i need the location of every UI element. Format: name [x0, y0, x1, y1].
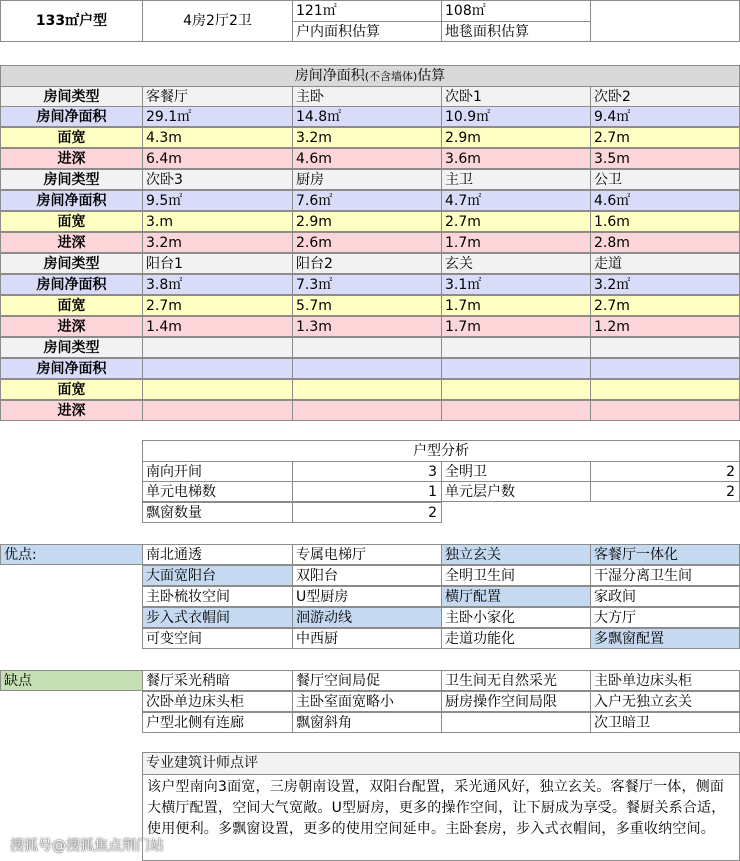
row-label-room-depth: 进深 [0, 316, 143, 337]
room-width-cell: 1.6m [590, 211, 740, 232]
pros-item: 多飘窗配置 [590, 628, 740, 649]
row-label-room-area: 房间净面积 [0, 358, 143, 379]
room-area-cell [292, 358, 442, 379]
pros-item: 可变空间 [142, 628, 293, 649]
cons-item: 餐厅采光稍暗 [142, 670, 293, 691]
indoor-area-label: 户内面积估算 [292, 21, 442, 42]
room-width-cell: 3.2m [292, 127, 442, 148]
room-type-cell: 次卧3 [142, 169, 293, 190]
bright-bath-label: 全明卫 [441, 461, 591, 482]
review-text: 该户型南向3面宽，三房朝南设置，双阳台配置，采光通风好，独立玄关。客餐厅一体，侧面大横厅配置，空间大气宽敞。U型厨房，更多的操作空间，让下厨成为享受。餐厨关系合适，使用便利。多飘窗设置，更多的使用空间延申。主卧套房，步入式衣帽间，多重收纳空间。 [142, 774, 740, 861]
cons-item: 入户无独立玄关 [590, 691, 740, 712]
room-width-cell [292, 379, 442, 400]
cons-item: 户型北侧有连廊 [142, 712, 293, 733]
room-depth-cell: 1.2m [590, 316, 740, 337]
cons-item: 厨房操作空间局限 [441, 691, 591, 712]
room-type-cell [441, 337, 591, 358]
room-area-cell: 7.3㎡ [292, 274, 442, 295]
row-label-room-type: 房间类型 [0, 169, 143, 190]
cons-item: 次卧单边床头柜 [142, 691, 293, 712]
room-width-cell [590, 379, 740, 400]
room-area-cell [590, 358, 740, 379]
indoor-area-value: 121㎡ [292, 0, 442, 22]
room-width-cell: 2.7m [590, 295, 740, 316]
room-width-cell: 3.m [142, 211, 293, 232]
cons-item: 主卧单边床头柜 [590, 670, 740, 691]
room-type-cell: 厨房 [292, 169, 442, 190]
room-width-cell: 2.9m [441, 127, 591, 148]
units-per-floor-value: 2 [590, 481, 740, 502]
room-type-cell: 次卧2 [590, 86, 740, 107]
room-depth-cell [441, 400, 591, 421]
net-area-title-main: 房间净面积 [294, 68, 365, 84]
room-type-cell: 阳台1 [142, 253, 293, 274]
room-depth-cell: 1.7m [441, 316, 591, 337]
room-width-cell: 1.7m [441, 295, 591, 316]
pros-item: 双阳台 [292, 565, 442, 586]
row-label-room-width: 面宽 [0, 211, 143, 232]
room-area-cell: 7.6㎡ [292, 190, 442, 211]
unit-layout: 4房2厅2卫 [142, 0, 293, 42]
row-label-room-area: 房间净面积 [0, 274, 143, 295]
room-depth-cell [590, 400, 740, 421]
room-depth-cell: 1.3m [292, 316, 442, 337]
room-width-cell [142, 379, 293, 400]
room-type-cell: 公卫 [590, 169, 740, 190]
carpet-area-value: 108㎡ [441, 0, 591, 22]
cons-item: 主卧室面宽略小 [292, 691, 442, 712]
unit-title: 133㎡户型 [0, 0, 143, 42]
room-depth-cell: 3.5m [590, 148, 740, 169]
room-type-cell: 主卫 [441, 169, 591, 190]
pros-item: 独立玄关 [441, 544, 591, 565]
bay-window-label: 飘窗数量 [142, 502, 293, 523]
row-label-room-depth: 进深 [0, 232, 143, 253]
room-type-cell: 走道 [590, 253, 740, 274]
row-label-room-width: 面宽 [0, 379, 143, 400]
pros-item: 南北通透 [142, 544, 293, 565]
room-width-cell: 4.3m [142, 127, 293, 148]
net-area-title-suffix: 估算 [417, 68, 446, 84]
room-depth-cell: 3.2m [142, 232, 293, 253]
cons-item: 卫生间无自然采光 [441, 670, 591, 691]
room-type-cell [142, 337, 293, 358]
cons-label: 缺点 [0, 670, 143, 691]
room-area-cell: 29.1㎡ [142, 106, 293, 127]
room-area-cell: 9.5㎡ [142, 190, 293, 211]
room-depth-cell: 1.7m [441, 232, 591, 253]
room-width-cell [441, 379, 591, 400]
pros-item: 横厅配置 [441, 586, 591, 607]
room-type-cell [292, 337, 442, 358]
room-depth-cell: 2.6m [292, 232, 442, 253]
room-type-cell: 玄关 [441, 253, 591, 274]
room-width-cell: 5.7m [292, 295, 442, 316]
cons-item: 次卫暗卫 [590, 712, 740, 733]
watermark: 搜狐号@搜狐焦点荆门站 [10, 838, 164, 854]
carpet-area-label: 地毯面积估算 [441, 21, 591, 42]
room-depth-cell: 6.4m [142, 148, 293, 169]
room-area-cell [441, 358, 591, 379]
bay-window-value: 2 [292, 502, 442, 523]
room-area-cell: 14.8㎡ [292, 106, 442, 127]
elevator-count-value: 1 [292, 481, 442, 502]
room-area-cell: 3.2㎡ [590, 274, 740, 295]
row-label-room-width: 面宽 [0, 127, 143, 148]
pros-item: 专属电梯厅 [292, 544, 442, 565]
pros-item: 大方厅 [590, 607, 740, 628]
room-depth-cell [142, 400, 293, 421]
room-type-cell: 阳台2 [292, 253, 442, 274]
room-depth-cell: 2.8m [590, 232, 740, 253]
row-label-room-area: 房间净面积 [0, 190, 143, 211]
room-type-cell: 客餐厅 [142, 86, 293, 107]
pros-item: 大面宽阳台 [142, 565, 293, 586]
room-area-cell: 9.4㎡ [590, 106, 740, 127]
room-width-cell: 2.7m [590, 127, 740, 148]
pros-item: 洄游动线 [292, 607, 442, 628]
row-label-room-width: 面宽 [0, 295, 143, 316]
pros-item: 中西厨 [292, 628, 442, 649]
room-depth-cell: 4.6m [292, 148, 442, 169]
cons-item: 飘窗斜角 [292, 712, 442, 733]
south-bays-value: 3 [292, 461, 442, 482]
room-width-cell: 2.7m [142, 295, 293, 316]
pros-item: 主卧梳妆空间 [142, 586, 293, 607]
pros-item: 主卧小家化 [441, 607, 591, 628]
south-bays-label: 南向开间 [142, 461, 293, 482]
row-label-room-area: 房间净面积 [0, 106, 143, 127]
net-area-title [0, 65, 740, 87]
room-depth-cell: 1.4m [142, 316, 293, 337]
pros-item: 步入式衣帽间 [142, 607, 293, 628]
room-area-cell: 4.7㎡ [441, 190, 591, 211]
room-type-cell [590, 337, 740, 358]
pros-item: U型厨房 [292, 586, 442, 607]
net-area-title-note: (不含墙体) [364, 70, 418, 83]
pros-item: 干湿分离卫生间 [590, 565, 740, 586]
room-area-cell: 3.1㎡ [441, 274, 591, 295]
row-label-room-type: 房间类型 [0, 337, 143, 358]
row-label-room-type: 房间类型 [0, 86, 143, 107]
elevator-count-label: 单元电梯数 [142, 481, 293, 502]
pros-item: 客餐厅一体化 [590, 544, 740, 565]
pros-label: 优点: [0, 544, 143, 565]
units-per-floor-label: 单元层户数 [441, 481, 591, 502]
room-depth-cell: 3.6m [441, 148, 591, 169]
row-label-room-depth: 进深 [0, 400, 143, 421]
header-empty-cell [590, 0, 740, 42]
room-width-cell: 2.7m [441, 211, 591, 232]
room-width-cell: 2.9m [292, 211, 442, 232]
row-label-room-depth: 进深 [0, 148, 143, 169]
bright-bath-value: 2 [590, 461, 740, 482]
room-depth-cell [292, 400, 442, 421]
pros-item: 走道功能化 [441, 628, 591, 649]
room-area-cell: 10.9㎡ [441, 106, 591, 127]
cons-item [441, 712, 591, 733]
cons-item: 餐厅空间局促 [292, 670, 442, 691]
pros-item: 家政间 [590, 586, 740, 607]
row-label-room-type: 房间类型 [0, 253, 143, 274]
room-type-cell: 次卧1 [441, 86, 591, 107]
analysis-title: 户型分析 [142, 440, 740, 462]
room-area-cell: 3.8㎡ [142, 274, 293, 295]
pros-item: 全明卫生间 [441, 565, 591, 586]
room-type-cell: 主卧 [292, 86, 442, 107]
room-area-cell [142, 358, 293, 379]
review-title: 专业建筑计师点评 [142, 752, 740, 775]
room-area-cell: 4.6㎡ [590, 190, 740, 211]
